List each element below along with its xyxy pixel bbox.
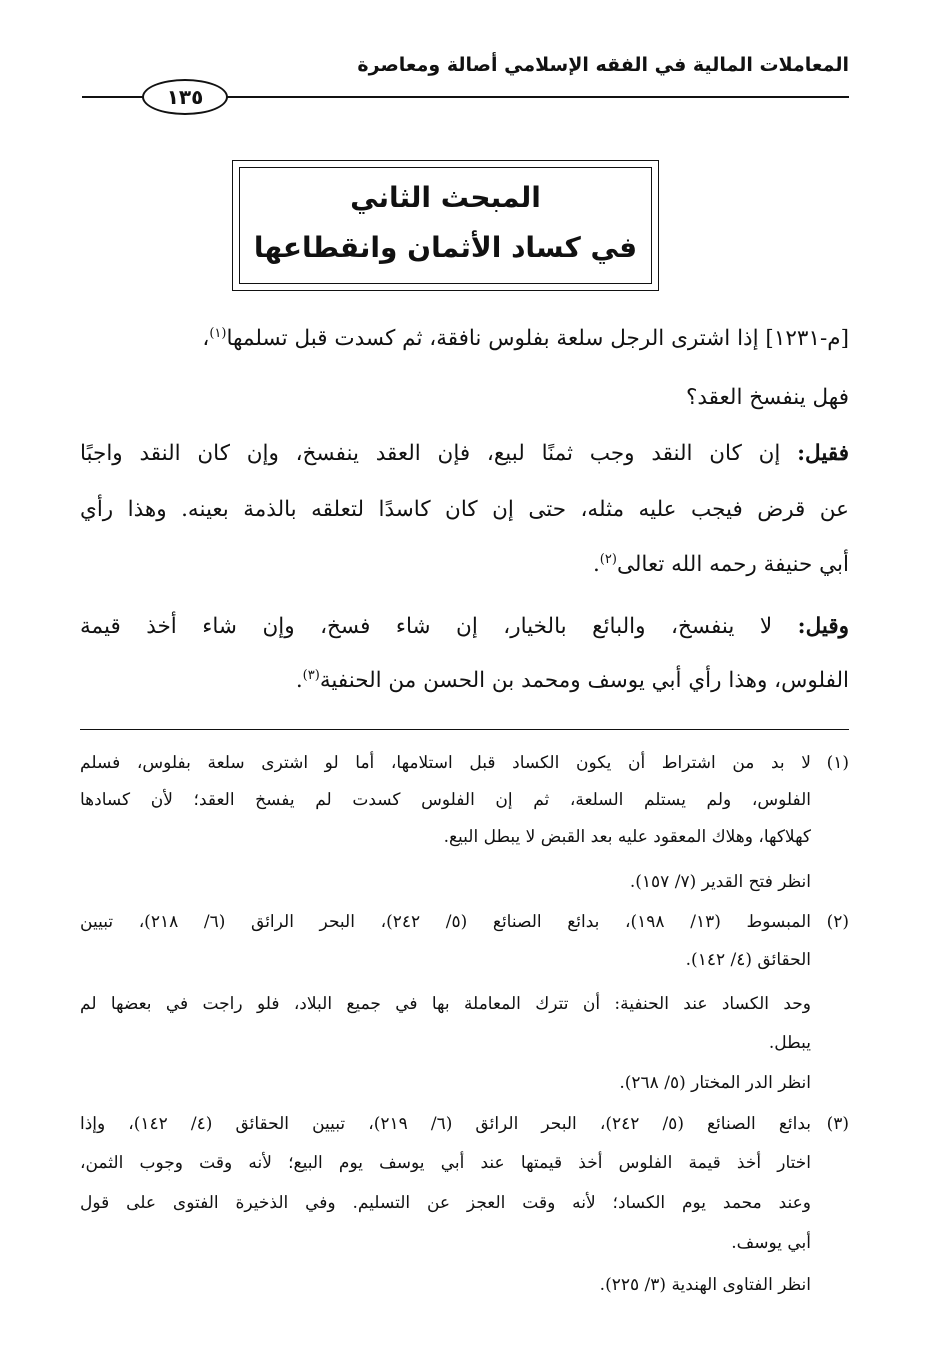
- footnote-separator: [80, 729, 849, 730]
- opinion-text: إن كان النقد وجب ثمنًا لبيع، فإن العقد ينفسخ، وإن كان النقد واجبًا: [80, 441, 781, 466]
- opinion-text: الفلوس، وهذا رأي أبي يوسف ومحمد بن الحسن من الحنفية: [319, 668, 849, 693]
- opinion-text: لا ينفسخ، والبائع بالخيار، إن شاء فسخ، وإن شاء أخذ قيمة: [80, 614, 773, 639]
- footnote-line: وحد الكساد عند الحنفية: أن تترك المعاملة بها في جميع البلاد، فلو راجت في بعضها لم: [80, 994, 811, 1014]
- footnote-line: الفلوس، ولم يستلم السلعة، ثم إن الفلوس كسدت لم يفسخ العقد؛ لأن كسادها: [80, 790, 811, 810]
- section-title: المبحث الثاني: [350, 181, 541, 214]
- footnote-line: يبطل.: [768, 1033, 811, 1053]
- footnote-line: انظر فتح القدير (٧/ ١٥٧).: [629, 872, 811, 892]
- body-question-line-1: [80, 326, 849, 351]
- footnote-number: (١): [826, 753, 849, 773]
- page-number: ١٣٥: [142, 79, 228, 115]
- body-opinion1-line-3: [80, 552, 849, 577]
- footnote-line: الحقائق (٤/ ١٤٢).: [685, 950, 811, 970]
- body-opinion2-line-1: [80, 614, 849, 639]
- body-opinion2-line-2: [80, 668, 849, 693]
- footnote-number: (٢): [826, 912, 849, 932]
- footnote-line: بدائع الصنائع (٥/ ٢٤٢)، البحر الرائق (٦/ ٢١٩)، تبيين الحقائق (٤/ ١٤٢)، وإذا: [80, 1114, 811, 1134]
- punctuation: ،: [202, 326, 210, 351]
- footnote-number: (٣): [826, 1114, 849, 1134]
- body-question-line-2: فهل ينفسخ العقد؟: [685, 385, 849, 410]
- footnote-line: المبسوط (١٣/ ١٩٨)، بدائع الصنائع (٥/ ٢٤٢)، البحر الرائق (٦/ ٢١٨)، تبيين: [80, 912, 812, 932]
- footnote-ref: (٣): [302, 667, 320, 683]
- body-opinion1-line-2: عن قرض فيجب عليه مثله، حتى إن كان كاسدًا لتعلقه بالذمة بعينه. وهذا رأي: [80, 497, 849, 522]
- opinion-text: أبي حنيفة رحمه الله تعالى: [616, 552, 849, 577]
- footnote-line: أبي يوسف.: [731, 1233, 811, 1253]
- footnote-line: لا بد من اشتراط أن يكون الكساد قبل استلامها، أما لو اشترى سلعة بفلوس، فسلم: [80, 753, 811, 773]
- section-subtitle: في كساد الأثمان وانقطاعها: [253, 231, 638, 264]
- section-title-box: [232, 160, 659, 291]
- punctuation: .: [592, 552, 600, 577]
- footnote-line: انظر الدر المختار (٥/ ٢٦٨).: [619, 1073, 811, 1093]
- question-text: [م-١٢٣١] إذا اشترى الرجل سلعة بفلوس نافقة، ثم كسدت قبل تسلمها: [226, 326, 849, 351]
- footnote-line: وعند محمد يوم الكساد؛ لأنه وقت العجز عن التسليم. وفي الذخيرة الفتوى على قول: [80, 1193, 811, 1213]
- punctuation: .: [295, 668, 303, 693]
- footnote-line: اختار أخذ قيمة الفلوس أخذ قيمتها عند أبي يوسف يوم البيع؛ لأنه وقت وجوب الثمن،: [80, 1153, 811, 1173]
- footnote-ref: (٢): [599, 551, 617, 567]
- footnote-line: انظر الفتاوى الهندية (٣/ ٢٢٥).: [599, 1275, 811, 1295]
- opinion-label: وقيل:: [797, 614, 850, 639]
- opinion-label: فقيل:: [797, 441, 849, 466]
- footnote-line: كهلاكها، وهلاك المعقود عليه بعد القبض لا يبطل البيع.: [443, 827, 811, 847]
- footnote-ref: (١): [209, 325, 227, 341]
- body-opinion1-line-1: [80, 441, 849, 466]
- running-title: المعاملات المالية في الفقه الإسلامي أصالة ومعاصرة: [357, 54, 849, 76]
